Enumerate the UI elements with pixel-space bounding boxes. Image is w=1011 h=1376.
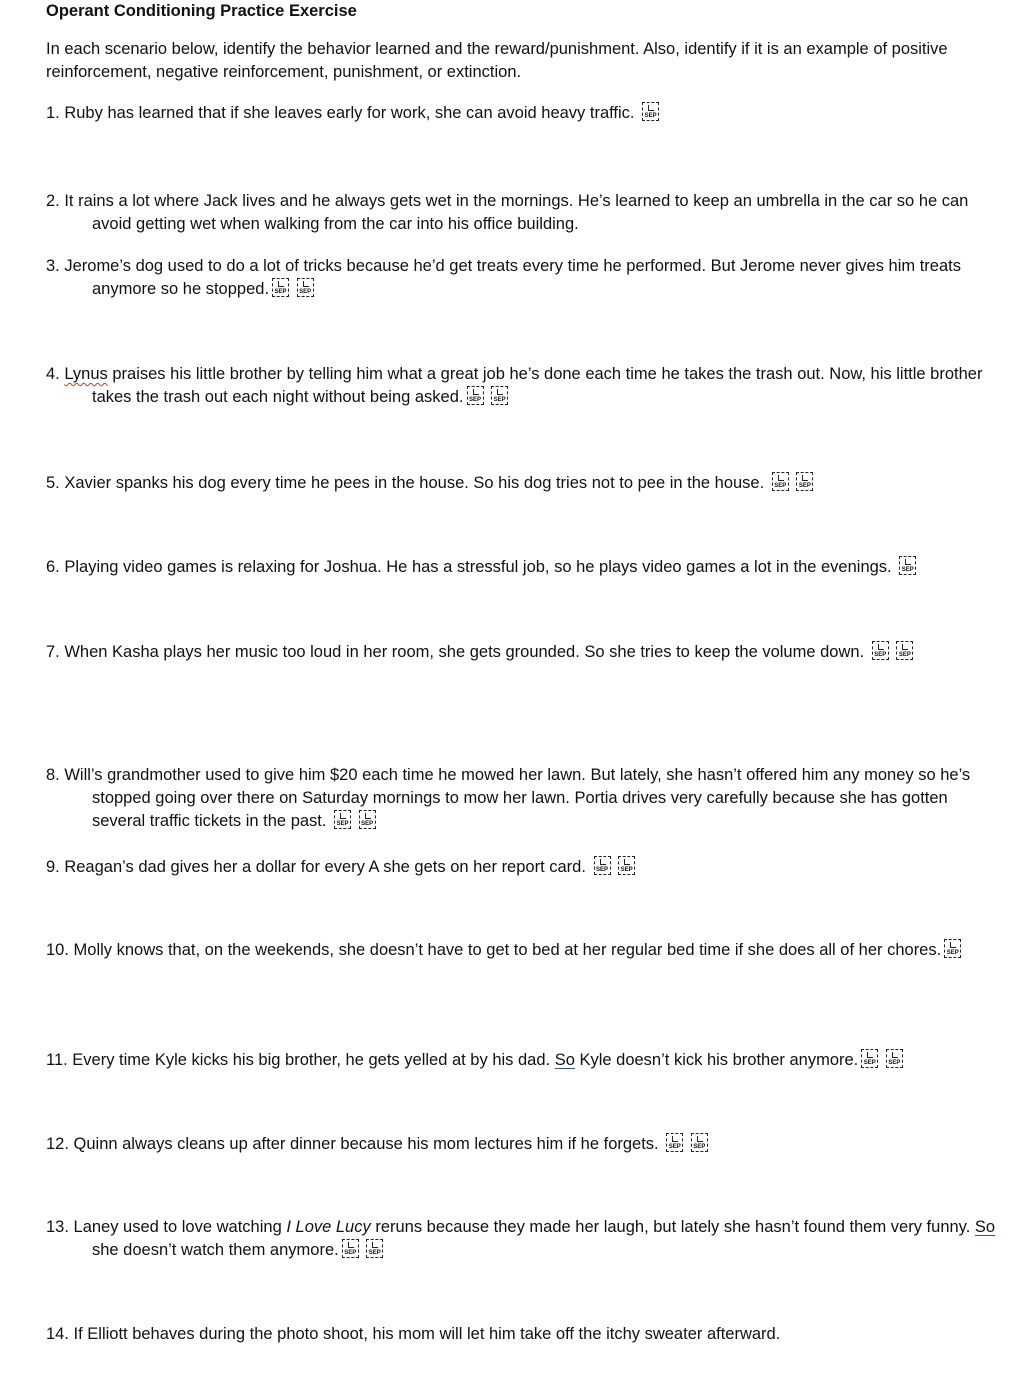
section-break-icon — [467, 386, 484, 405]
scenario-14 — [46, 1323, 1002, 1346]
scenario-12-text: 12. Quinn always cleans up after dinner because his mom lectures him if he forgets. — [46, 1135, 659, 1153]
section-break-icon — [896, 641, 913, 660]
scenario-1 — [46, 102, 1002, 125]
scenario-11-text: 11. Every time Kyle kicks his big brother, he gets yelled at by his dad. — [46, 1051, 555, 1069]
scenario-7-text: 7. When Kasha plays her music too loud in her room, she gets grounded. So she tries to keep the volume down. — [46, 643, 865, 661]
grammar-flag-word[interactable]: So — [554, 1051, 575, 1069]
scenario-13-text-mid: reruns because they made her laugh, but lately she hasn’t found them very funny. — [370, 1218, 975, 1236]
section-break-icon — [691, 1133, 708, 1152]
section-break-icon — [334, 810, 351, 829]
section-break-icon — [272, 278, 289, 297]
page-title: Operant Conditioning Practice Exercise — [46, 2, 357, 20]
scenario-5-text: 5. Xavier spanks his dog every time he pees in the house. So his dog tries not to pee in the house. — [46, 474, 765, 492]
scenario-3 — [46, 255, 1002, 301]
scenario-1-text: 1. Ruby has learned that if she leaves early for work, she can avoid heavy traffic. — [46, 104, 635, 122]
scenario-6-text: 6. Playing video games is relaxing for Joshua. He has a stressful job, so he plays video games a lot in the evenings. — [46, 558, 892, 576]
scenario-5 — [46, 472, 1002, 495]
scenario-9 — [46, 856, 1002, 879]
section-break-icon — [642, 102, 659, 121]
section-break-icon — [618, 856, 635, 875]
scenario-2-text: 2. It rains a lot where Jack lives and he always gets wet in the mornings. He’s learned to keep an umbrella in the car so he can avoid getting wet when walking from the car into his office building. — [46, 192, 969, 233]
scenario-9-text: 9. Reagan’s dad gives her a dollar for every A she gets on her report card. — [46, 858, 586, 876]
section-break-icon — [666, 1133, 683, 1152]
section-break-icon — [886, 1049, 903, 1068]
section-break-icon — [796, 472, 813, 491]
scenario-2 — [46, 190, 1002, 236]
scenario-13-text: 13. Laney used to love watching — [46, 1218, 287, 1236]
section-break-icon — [772, 472, 789, 491]
section-break-icon — [861, 1049, 878, 1068]
scenario-13-text-end: she doesn’t watch them anymore. — [92, 1241, 339, 1259]
scenario-4 — [46, 363, 1002, 409]
scenario-10 — [46, 939, 1002, 962]
scenario-8 — [46, 764, 1002, 833]
grammar-flag-word[interactable]: So — [974, 1218, 996, 1236]
section-break-icon — [899, 556, 916, 575]
scenario-11 — [46, 1049, 1002, 1072]
section-break-icon — [872, 641, 889, 660]
scenario-14-text: 14. If Elliott behaves during the photo shoot, his mom will let him take off the itchy sweater afterward. — [46, 1325, 781, 1343]
spellcheck-word[interactable]: Lynus — [64, 365, 108, 383]
section-break-icon — [359, 810, 376, 829]
scenario-11-text-end: Kyle doesn’t kick his brother anymore. — [574, 1051, 859, 1069]
scenario-4-text: praises his little brother by telling him what a great job he’s done each time he takes the trash out. Now, his little brother takes the trash out each night without being asked. — [92, 365, 983, 406]
scenario-12 — [46, 1133, 1002, 1156]
section-break-icon — [944, 939, 961, 958]
instructions-paragraph: In each scenario below, identify the behavior learned and the reward/punishment. Also, identify if it is an example of positive reinforcement, negative reinforcement, punishment, or extinction. — [46, 40, 948, 81]
section-break-icon — [366, 1239, 383, 1258]
show-title: I Love Lucy — [286, 1218, 371, 1236]
section-break-icon — [491, 386, 508, 405]
scenario-13 — [46, 1216, 1002, 1262]
scenario-7 — [46, 641, 1002, 664]
scenario-4-prefix: 4. — [46, 365, 65, 383]
scenario-6 — [46, 556, 1002, 579]
section-break-icon — [342, 1239, 359, 1258]
scenario-3-text: 3. Jerome’s dog used to do a lot of tricks because he’d get treats every time he performed. But Jerome never gives him treats anymore so he stopped. — [46, 257, 961, 298]
scenario-8-text: 8. Will’s grandmother used to give him $20 each time he mowed her lawn. But lately, she hasn’t offered him any money so he’s stopped going over there on Saturday mornings to mow her lawn. Portia drives very carefully because she has gotten several traffic tickets in the past. — [46, 766, 971, 830]
section-break-icon — [297, 278, 314, 297]
scenario-10-text: 10. Molly knows that, on the weekends, she doesn’t have to get to bed at her regular bed time if she does all of her chores. — [46, 941, 942, 959]
section-break-icon — [594, 856, 611, 875]
